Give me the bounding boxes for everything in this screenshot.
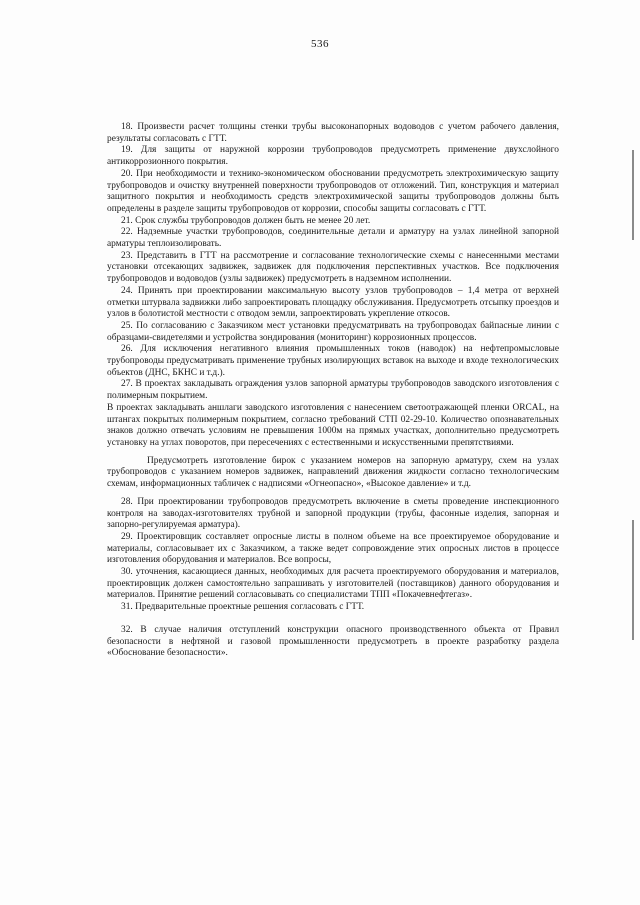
- scan-edge-mark: [632, 150, 634, 240]
- paragraph-31: 31. Предварительные проектные решения согласовать с ГТТ.: [121, 602, 365, 613]
- paragraph-20: 20. При необходимости и технико-экономическом обосновании предусмотреть электрохимическую защиту трубопроводов и очистку внутренней поверхности трубопроводов от отложений. Тип, конструкция и материал защитного покрытия и необходимость средств электрохимической защиты трубопроводов должны быть определены в разделе защиты трубопроводов от коррозии, способы защиты согласовать с ГТТ.: [107, 168, 559, 214]
- page-number: 536: [311, 38, 329, 50]
- paragraph-27-signs: В проектах закладывать аншлаги заводского изготовления с нанесением светоотражающей пленки ORCAL, на штангах покрытых полимерным покрытием, согласно требований СТП 02-29-10. Количество опознавательных знаков должно отвечать условиям не превышения 1000м на прямых участках, дополнительно предусмотреть установку на углах поворотов, при пересечениях с естественными и искусственными препятствиями.: [107, 402, 559, 448]
- paragraph-24: 24. Принять при проектировании максимальную высоту узлов трубопроводов – 1,4 метра от верхней отметки штурвала задвижки либо запроектировать площадку обслуживания. Предусмотреть отсыпку проездов и узлов в болотистой местности с отводом земли, запроектировать укрепление откосов.: [107, 285, 559, 320]
- paragraph-30: 30. уточнения, касающиеся данных, необходимых для расчета проектируемого оборудования и материалов, проектировщик должен самостоятельно запрашивать у изготовителей (поставщиков) данного оборудования и материалов. Принятие решений согласовывать со специалистами ТПП «Покачевнефтегаз».: [107, 567, 559, 601]
- scan-edge-mark: [632, 520, 634, 640]
- paragraph-19: 19. Для защиты от наружной коррозии трубопроводов предусмотреть применение двухслойного антикоррозионного покрытия.: [107, 145, 559, 168]
- paragraph-22: 22. Надземные участки трубопроводов, соединительные детали и арматуру на узлах линейной запорной арматуры теплоизолировать.: [107, 227, 559, 250]
- paragraph-27-tags: Предусмотреть изготовление бирок с указанием номеров на запорную арматуру, схем на узлах трубопроводов с указанием номеров задвижек, направлений движения жидкости согласно технологическим схемам, информационных табличек с надписями «Огнеопасно», «Высокое давление» и т.д.: [107, 455, 559, 490]
- paragraph-21: 21. Срок службы трубопроводов должен быть не менее 20 лет.: [121, 215, 371, 226]
- paragraph-23: 23. Представить в ГТТ на рассмотрение и согласование технологические схемы с нанесенными местами установки отсекающих задвижек, задвижек для подключения перспективных участков. Все подключения трубопроводов и водоводов (узлы задвижек) предусмотреть в надземном исполнении.: [107, 250, 559, 285]
- paragraph-25: 25. По согласованию с Заказчиком мест установки предусматривать на трубопроводах байпасные линии с образцами-свидетелями и устройства зондирования (мониторинг) коррозионных процессов.: [107, 320, 559, 343]
- paragraph-28: 28. При проектировании трубопроводов предусмотреть включение в сметы проведение инспекционного контроля на заводах-изготовителях трубной и запорной продукции (трубы, фасонные изделия, запорная и запорно-регулируемая арматура).: [107, 496, 559, 531]
- paragraph-18: 18. Произвести расчет толщины стенки трубы высоконапорных водоводов с учетом рабочего давления, результаты согласовать с ГТТ.: [107, 122, 559, 144]
- paragraph-27: 27. В проектах закладывать ограждения узлов запорной арматуры трубопроводов заводского изготовления с полимерным покрытием.: [107, 379, 559, 402]
- paragraph-26: 26. Для исключения негативного влияния промышленных токов (наводок) на нефтепромысловые трубопроводы предусматривать применение трубных изолирующих вставок на выходе и входе технологических объектов (ДНС, БКНС и т.д.).: [107, 344, 559, 378]
- paragraph-29: 29. Проектировщик составляет опросные листы в полном объеме на все проектируемое оборудование и материалы, согласовывает их с Заказчиком, а также ведет сопровождение этих опросных листов в процессе изготовления оборудования и материалов. Все вопросы,: [107, 531, 559, 566]
- document-body: [107, 122, 559, 660]
- paragraph-32: 32. В случае наличия отступлений конструкции опасного производственного объекта от Правил безопасности в нефтяной и газовой промышленности предусмотреть в проекте разработку раздела «Обоснование безопасности».: [107, 624, 559, 659]
